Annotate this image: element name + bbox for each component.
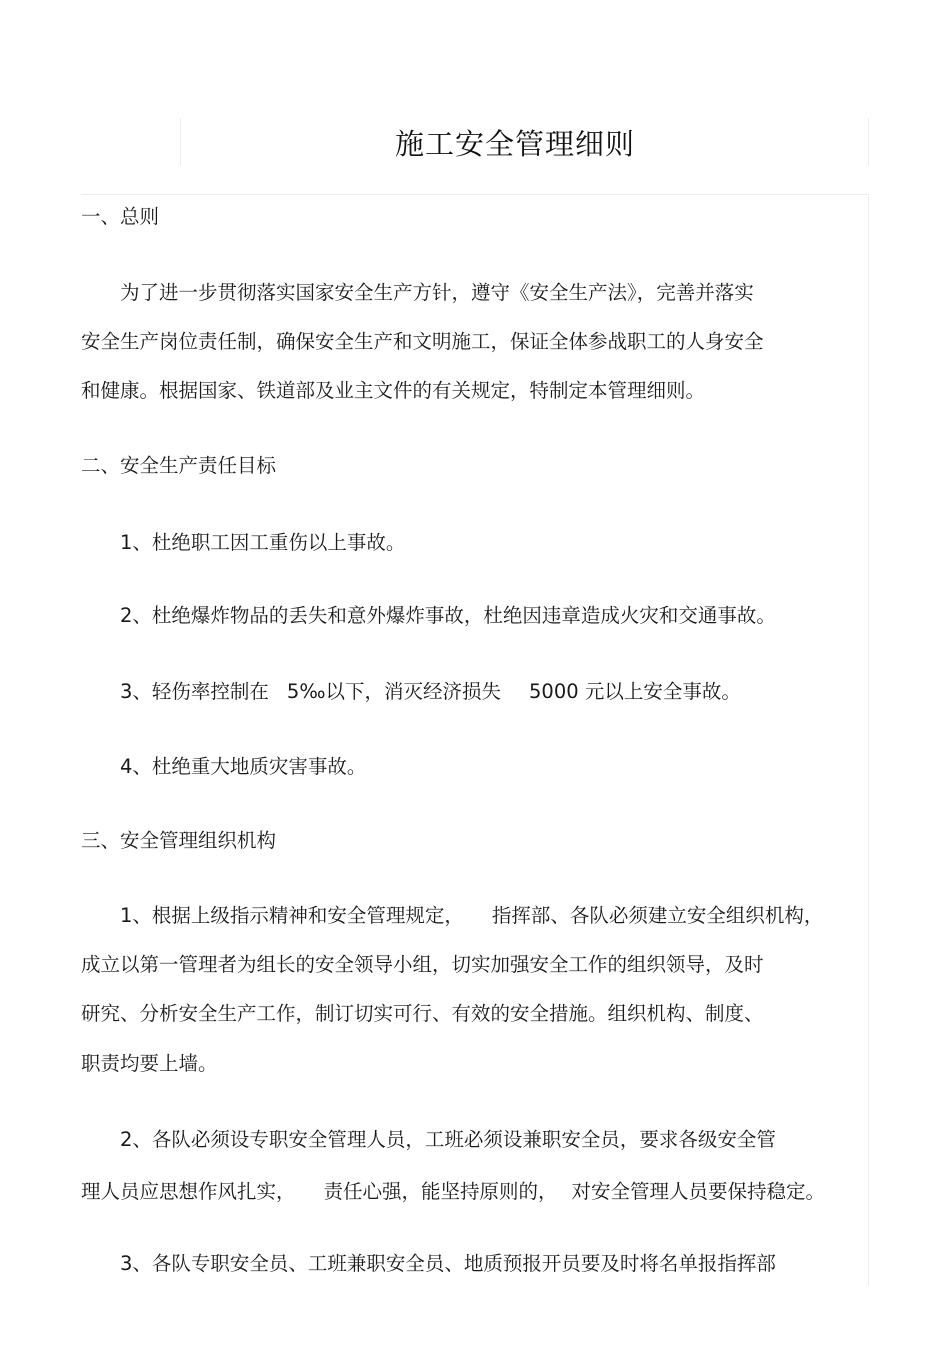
item3-part2: 5000 元以上安全事故。: [529, 680, 741, 703]
frame-rule-right: [868, 196, 869, 1286]
paragraph-line: 成立以第一管理者为组长的安全领导小组，切实加强安全工作的组织领导，及时: [81, 953, 764, 976]
paragraph-line: 和健康。根据国家、铁道部及业主文件的有关规定，特制定本管理细则。: [81, 379, 706, 402]
list-item: 4、杜绝重大地质灾害事故。: [120, 755, 367, 778]
text-span: 1、根据上级指示精神和安全管理规定，: [120, 904, 464, 927]
document-title: 施工安全管理细则: [394, 127, 635, 161]
text-span: 指挥部、各队必须建立安全组织机构，: [491, 904, 824, 927]
text-span: 对安全管理人员要保持稳定。: [571, 1180, 826, 1203]
list-item: 1、杜绝职工因工重伤以上事故。: [120, 531, 406, 554]
frame-rule-horizontal: [81, 194, 869, 195]
paragraph-line: 职责均要上墙。: [81, 1052, 218, 1075]
injury-rate-text: 5‰以下，消灭经济损失: [286, 680, 501, 703]
list-item: [120, 678, 741, 706]
list-item: 2、杜绝爆炸物品的丢失和意外爆炸事故，杜绝因违章造成火灾和交通事故。: [120, 604, 776, 627]
section-heading-targets: 二、安全生产责任目标: [81, 454, 277, 477]
paragraph-line: 安全生产岗位责任制，确保安全生产和文明施工，保证全体参战职工的人身安全: [81, 330, 764, 353]
paragraph-line: [81, 1178, 825, 1206]
paragraph-line: 为了进一步贯彻落实国家安全生产方针，遵守《安全生产法》，完善并落实: [120, 281, 754, 304]
section-heading-organization: 三、安全管理组织机构: [81, 829, 277, 852]
paragraph-line: 3、各队专职安全员、工班兼职安全员、地质预报开员要及时将名单报指挥部: [120, 1252, 776, 1275]
text-span: 理人员应思想作风扎实，: [81, 1180, 296, 1203]
text-span: 责任心强，能坚持原则的，: [323, 1180, 558, 1203]
item3-part1: 3、轻伤率控制在: [120, 680, 269, 703]
section-heading-general: 一、总则: [81, 205, 160, 228]
paragraph-line: 研究、分析安全生产工作，制订切实可行、有效的安全措施。组织机构、制度、: [81, 1002, 764, 1025]
paragraph-line: [120, 902, 823, 930]
paragraph-line: 2、各队必须设专职安全管理人员，工班必须设兼职安全员，要求各级安全管: [120, 1128, 776, 1151]
